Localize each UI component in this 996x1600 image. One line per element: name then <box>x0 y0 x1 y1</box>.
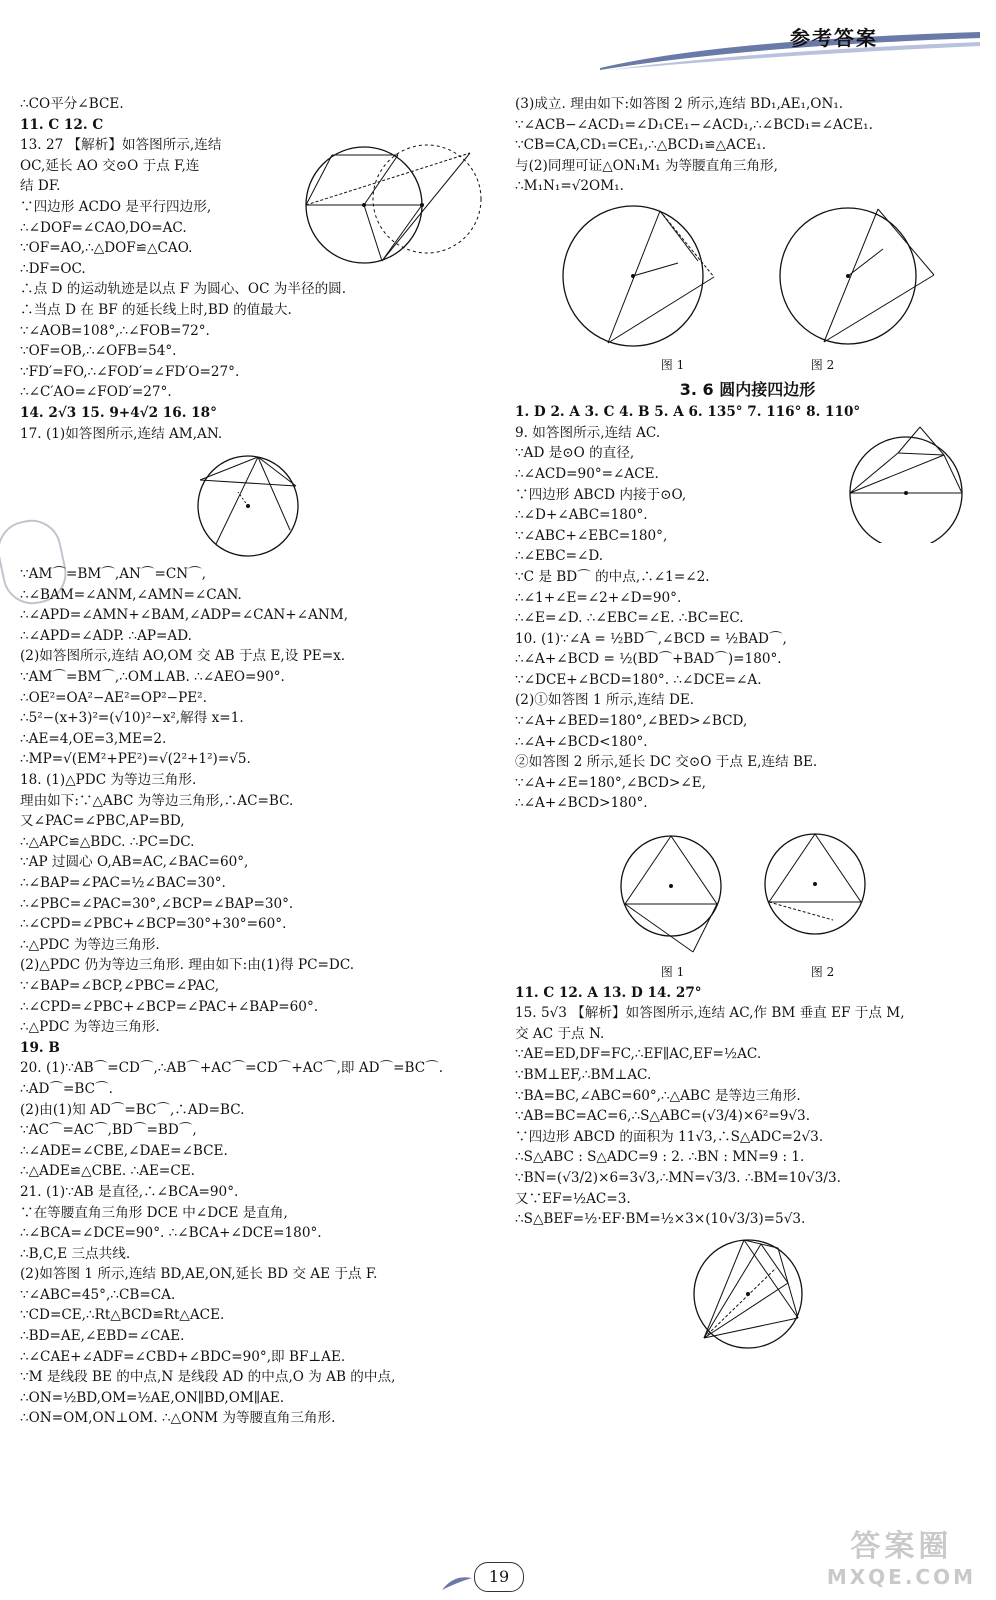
text-line: ∵BA=BC,∠ABC=60°,∴△ABC 是等边三角形. <box>515 1087 801 1104</box>
text-line: ∵AM⌒=BM⌒,∴OM⊥AB. ∴∠AEO=90°. <box>20 669 285 686</box>
text-line: ∴ON=OM,ON⊥OM. ∴△ONM 为等腰直角三角形. <box>20 1410 336 1427</box>
text-line: ∵∠ACB−∠ACD₁=∠D₁CE₁−∠ACD₁,∴∠BCD₁=∠ACE₁. <box>515 116 873 133</box>
text-line: ∴∠E=∠D. ∴∠EBC=∠E. ∴BC=EC. <box>515 610 744 627</box>
figure-q13 <box>302 135 482 271</box>
text-line: ∴∠EBC=∠D. <box>515 548 604 565</box>
text-line: 交 AC 于点 N. <box>515 1025 605 1042</box>
text-line: 理由如下:∵△ABC 为等边三角形,∴AC=BC. <box>20 792 294 809</box>
text-line: ∵在等腰直角三角形 DCE 中∠DCE 是直角, <box>20 1204 288 1221</box>
text-line: 21. (1)∵AB 是直径,∴∠BCA=90°. <box>20 1183 239 1200</box>
text-line: (2)△PDC 仍为等边三角形. 理由如下:由(1)得 PC=DC. <box>20 957 355 974</box>
text-line: ∴△PDC 为等边三角形. <box>20 936 160 953</box>
text-line: 又∵EF=½AC=3. <box>515 1190 631 1207</box>
text-line: ∵BM⊥EF,∴BM⊥AC. <box>515 1067 652 1083</box>
text-line: ∴∠BAP=∠PAC=½∠BAC=30°. <box>20 875 226 891</box>
text-line: ∴∠A+∠BCD = ½(BD⌒+BAD⌒)=180°. <box>515 651 782 668</box>
text-line: ∴DF=OC. <box>20 260 86 277</box>
text-line: (2)①如答图 1 所示,连结 DE. <box>515 692 695 709</box>
text-line: 13. 27 【解析】如答图所示,连结 <box>20 137 222 154</box>
text-line: ∵AP 过圆心 O,AB=AC,∠BAC=60°, <box>20 854 249 871</box>
text-line: ∴∠PBC=∠PAC=30°,∠BCP=∠BAP=30°. <box>20 895 294 912</box>
text-line: ∴点 D 的运动轨迹是以点 F 为圆心、OC 为半径的圆. <box>20 281 347 298</box>
text-line: ∵AM⌒=BM⌒,AN⌒=CN⌒, <box>20 566 207 583</box>
leaf-ornament-icon <box>440 1572 474 1592</box>
text-line: ∴M₁N₁=√2OM₁. <box>515 178 624 195</box>
figure-q17 <box>186 448 316 560</box>
text-line: OC,延长 AO 交⊙O 于点 F,连 <box>20 157 200 174</box>
text-line: (2)如答图 1 所示,连结 BD,AE,ON,延长 BD 交 AE 于点 F. <box>20 1266 378 1283</box>
text-line: 又∠PAC=∠PBC,AP=BD, <box>20 813 185 830</box>
text-line: ∴ON=½BD,OM=½AE,ON∥BD,OM∥AE. <box>20 1389 285 1406</box>
text-line: ∵∠ABC=45°,∴CB=CA. <box>20 1286 176 1303</box>
section-title: 3. 6 圆内接四边形 <box>679 379 816 399</box>
text-line: ∵∠DCE+∠BCD=180°. ∴∠DCE=∠A. <box>515 671 762 688</box>
text-line: ∴OE²=OA²−AE²=OP²−PE². <box>20 689 207 706</box>
text-line: ∵OF=OB,∴∠OFB=54°. <box>20 343 177 360</box>
text-line: ∵AD 是⊙O 的直径, <box>515 445 635 462</box>
text-line: 20. (1)∵AB⌒=CD⌒,∴AB⌒+AC⌒=CD⌒+AC⌒,即 AD⌒=BC⌒. <box>20 1060 444 1077</box>
text-line: (3)成立. 理由如下:如答图 2 所示,连结 BD₁,AE₁,ON₁. <box>515 96 844 112</box>
text-line: ∵∠A+∠E=180°,∠BCD>∠E, <box>515 774 706 791</box>
figure-caption: 图 1 <box>660 965 685 980</box>
figure-q9 <box>840 423 980 543</box>
text-line: ∴∠APD=∠AMN+∠BAM,∠ADP=∠CAN+∠ANM, <box>20 607 349 624</box>
text-line: ∴∠CPD=∠PBC+∠BCP=∠PAC+∠BAP=60°. <box>20 998 319 1015</box>
text-line: ∵∠ABC+∠EBC=180°, <box>515 527 668 544</box>
text-line: 19. B <box>20 1039 60 1056</box>
text-line: ∴B,C,E 三点共线. <box>20 1245 131 1262</box>
figure-q10-pair <box>613 818 883 958</box>
text-line: ∴∠CPD=∠PBC+∠BCP=30°+30°=60°. <box>20 916 287 933</box>
text-line: 与(2)同理可证△ON₁M₁ 为等腰直角三角形, <box>515 157 778 174</box>
text-line: ∴BD=AE,∠EBD=∠CAE. <box>20 1328 185 1345</box>
text-line: ∴S△ABC : S△ADC=9 : 2. ∴BN : MN=9 : 1. <box>515 1149 805 1166</box>
text-line: ∵OF=AO,∴△DOF≌△CAO. <box>20 240 193 257</box>
text-line: ∴CO平分∠BCE. <box>20 96 124 112</box>
text-line: ∵四边形 ABCD 的面积为 11√3,∴S△ADC=2√3. <box>515 1128 824 1145</box>
text-line: ∴∠ADE=∠CBE,∠DAE=∠BCE. <box>20 1142 228 1159</box>
text-line: ∴AD⌒=BC⌒. <box>20 1080 113 1097</box>
watermark-text: 答案圈 <box>850 1529 953 1564</box>
left-column <box>20 94 482 1429</box>
text-line: ∵AB=BC=AC=6,∴S△ABC=(√3/4)×6²=9√3. <box>515 1108 811 1125</box>
text-line: ∴MP=√(EM²+PE²)=√(2²+1²)=√5. <box>20 751 251 768</box>
right-column <box>515 94 980 1356</box>
figure-caption: 图 2 <box>810 965 835 980</box>
text-line: ∴∠A+∠BCD<180°. <box>515 733 648 750</box>
text-line: ∴△PDC 为等边三角形. <box>20 1019 160 1036</box>
watermark-url: MXQE.COM <box>826 1565 976 1589</box>
text-line: ∴∠ACD=90°=∠ACE. <box>515 465 659 482</box>
text-line: ∵∠BAP=∠BCP,∠PBC=∠PAC, <box>20 977 220 994</box>
text-line: ∵C 是 BD⌒ 的中点,∴∠1=∠2. <box>515 568 710 585</box>
text-line: 11. C 12. A 13. D 14. 27° <box>515 984 702 1001</box>
text-line: 18. (1)△PDC 为等边三角形. <box>20 772 197 789</box>
figure-captions <box>598 355 898 376</box>
text-line: ∵∠A+∠BED=180°,∠BED>∠BCD, <box>515 713 748 730</box>
text-line: ②如答图 2 所示,延长 DC 交⊙O 于点 E,连结 BE. <box>515 754 818 771</box>
text-line: ∴∠BCA=∠DCE=90°. ∴∠BCA+∠DCE=180°. <box>20 1225 322 1242</box>
text-line: 10. (1)∵∠A = ½BD⌒,∠BCD = ½BAD⌒, <box>515 630 787 647</box>
header-title: 参考答案 <box>790 26 878 50</box>
text-line: ∴△APC≌△BDC. ∴PC=DC. <box>20 833 195 850</box>
text-line: 14. 2√3 15. 9+4√2 16. 18° <box>20 404 217 421</box>
figure-caption: 图 1 <box>660 357 685 372</box>
figure-q15 <box>668 1234 828 1352</box>
text-line: ∴当点 D 在 BF 的延长线上时,BD 的值最大. <box>20 301 292 318</box>
text-line: 15. 5√3 【解析】如答图所示,连结 AC,作 BM 垂直 EF 于点 M, <box>515 1005 905 1022</box>
text-line: (2)如答图所示,连结 AO,OM 交 AB 于点 E,设 PE=x. <box>20 648 346 665</box>
text-line: ∴△ADE≌△CBE. ∴AE=CE. <box>20 1163 195 1180</box>
text-line: 17. (1)如答图所示,连结 AM,AN. <box>20 425 223 442</box>
text-line: 9. 如答图所示,连结 AC. <box>515 424 661 441</box>
text-line: ∵四边形 ABCD 内接于⊙O, <box>515 486 687 503</box>
page-number: 19 <box>474 1562 524 1592</box>
text-line: ∴∠APD=∠ADP. ∴AP=AD. <box>20 627 192 644</box>
text-line: (2)由(1)知 AD⌒=BC⌒,∴AD=BC. <box>20 1101 245 1118</box>
text-line: ∴∠DOF=∠CAO,DO=AC. <box>20 219 187 236</box>
text-line: ∴∠BAM=∠ANM,∠AMN=∠CAN. <box>20 586 242 603</box>
text-line: ∴AE=4,OE=3,ME=2. <box>20 730 167 747</box>
figure-captions <box>598 962 898 983</box>
text-line: ∴5²−(x+3)²=(√10)²−x²,解得 x=1. <box>20 710 244 727</box>
text-line: ∴∠CAE+∠ADF=∠CBD+∠BDC=90°,即 BF⊥AE. <box>20 1348 346 1365</box>
text-line: ∴S△BEF=½·EF·BM=½×3×(10√3/3)=5√3. <box>515 1211 806 1228</box>
figure-caption: 图 2 <box>810 357 835 372</box>
text-line: ∵CD=CE,∴Rt△BCD≌Rt△ACE. <box>20 1307 225 1324</box>
text-line: ∵AE=ED,DF=FC,∴EF∥AC,EF=½AC. <box>515 1046 762 1063</box>
text-line: ∵∠AOB=108°,∴∠FOB=72°. <box>20 322 210 339</box>
text-line: ∵BN=(√3/2)×6=3√3,∴MN=√3/3. ∴BM=10√3/3. <box>515 1169 841 1186</box>
text-line: ∵FD′=FO,∴∠FOD′=∠FD′O=27°. <box>20 363 240 380</box>
text-line: 结 DF. <box>20 178 61 195</box>
text-line: ∵M 是线段 BE 的中点,N 是线段 AD 的中点,O 为 AB 的中点, <box>20 1369 396 1386</box>
text-line: ∴∠D+∠ABC=180°. <box>515 507 648 524</box>
text-line: 1. D 2. A 3. C 4. B 5. A 6. 135° 7. 116° 8. 110° <box>515 404 861 421</box>
text-line: ∴∠C′AO=∠FOD′=27°. <box>20 384 172 401</box>
text-line: ∴∠A+∠BCD>180°. <box>515 795 648 812</box>
text-line: 11. C 12. C <box>20 116 104 133</box>
figure-q21-pair <box>538 201 958 351</box>
text-line: ∵四边形 ACDO 是平行四边形, <box>20 198 212 215</box>
watermark <box>826 1529 976 1592</box>
text-line: ∵CB=CA,CD₁=CE₁,∴△BCD₁≌△ACE₁. <box>515 137 767 154</box>
text-line: ∵AC⌒=AC⌒,BD⌒=BD⌒, <box>20 1122 197 1139</box>
text-line: ∴∠1+∠E=∠2+∠D=90°. <box>515 589 682 606</box>
